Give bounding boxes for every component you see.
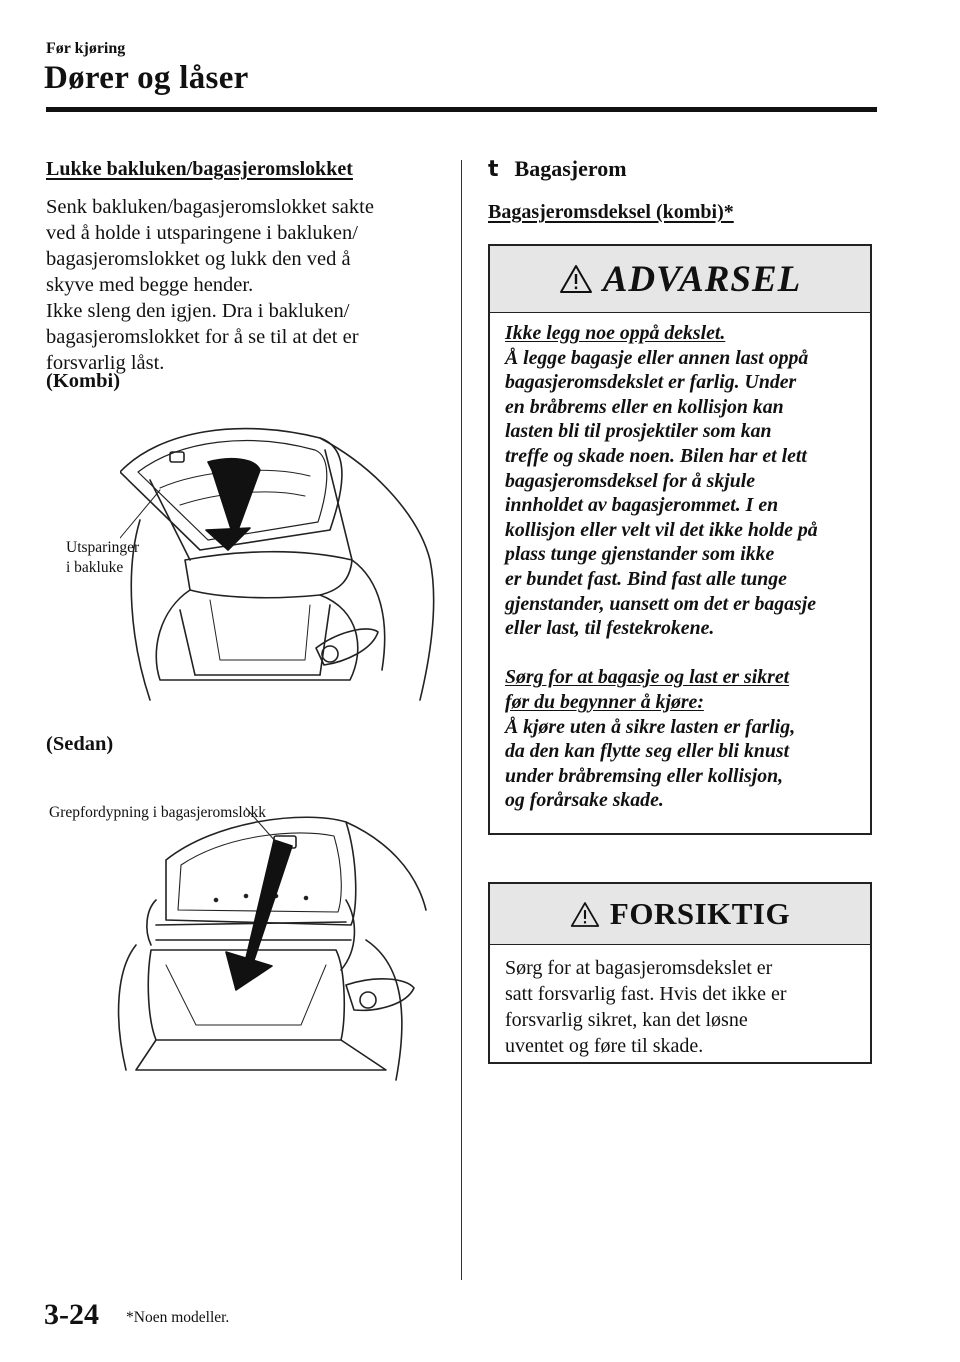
warning-line: eller last, til festekrokene. (505, 617, 715, 640)
body-line: ved å holde i utsparingene i bakluken/ (46, 222, 358, 244)
body-line: forsvarlig låst. (46, 352, 165, 374)
warning-line: plass tunge gjenstander som ikke (505, 543, 775, 566)
title-rule (46, 107, 877, 112)
callout-line: i bakluke (66, 559, 124, 576)
warning-line: da den kan flytte seg eller bli knust (505, 740, 790, 763)
warning-line: er bundet fast. Bind fast alle tunge (505, 567, 787, 590)
sedan-trunk-illustration (96, 800, 436, 1090)
cargo-cover-subheading: Bagasjeromsdeksel (kombi)* (488, 201, 734, 223)
warning-line: innholdet av bagasjerommet. I en (505, 494, 779, 517)
column-divider (461, 160, 462, 1280)
caution-triangle-icon (570, 901, 600, 928)
warning-line: Å kjøre uten å sikre lasten er farlig, (505, 715, 796, 738)
warning-title: ADVARSEL (602, 258, 802, 300)
warning-line: bagasjeromsdeksel for å skjule (505, 469, 756, 492)
caution-title: FORSIKTIG (609, 896, 791, 931)
warning-line: lasten bli til prosjektiler som kan (505, 420, 772, 443)
body-line: bagasjeromslokket for å se til at det er (46, 326, 359, 348)
caution-text (490, 945, 870, 1059)
warning-line: Å legge bagasje eller annen last oppå (505, 346, 809, 369)
caution-line: uventet og føre til skade. (505, 1035, 704, 1057)
section-label: Før kjøring (46, 40, 126, 57)
warning-line: Sørg for at bagasje og last er sikret (505, 666, 790, 689)
body-line: bagasjeromslokket og lukk den ved å (46, 248, 351, 270)
trunk-section-heading (488, 156, 627, 182)
section-bullet-icon: t (488, 157, 499, 182)
section-heading-text: Bagasjerom (514, 156, 627, 181)
sedan-label: (Sedan) (46, 733, 114, 755)
footnote: *Noen modeller. (126, 1309, 230, 1326)
warning-text (490, 313, 870, 813)
callout-line: Utsparinger (66, 539, 140, 556)
warning-header (490, 246, 870, 313)
warning-line: en bråbrems eller en kollisjon kan (505, 395, 784, 418)
warning-line: før du begynner å kjøre: (505, 690, 704, 713)
kombi-label: (Kombi) (46, 370, 121, 392)
warning-line: bagasjeromsdekslet er farlig. Under (505, 371, 797, 394)
caution-line: forsvarlig sikret, kan det løsne (505, 1009, 748, 1031)
tailgate-recess-callout (66, 538, 139, 578)
body-line: Ikke sleng den igjen. Dra i bakluken/ (46, 300, 350, 322)
warning-line: og forårsake skade. (505, 789, 664, 812)
page-number: 3-24 (44, 1298, 99, 1331)
page-title: Dører og låser (44, 60, 249, 96)
warning-line: gjenstander, uansett om det er bagasje (505, 592, 817, 615)
warning-triangle-icon (559, 264, 593, 294)
caution-line: Sørg for at bagasjeromsdekslet er (505, 957, 773, 979)
warning-line: treffe og skade noen. Bilen har et lett (505, 444, 807, 467)
warning-line: kollisjon eller velt vil det ikke holde på (505, 518, 818, 541)
closing-heading: Lukke bakluken/bagasjeromslokket (46, 158, 353, 180)
warning-line: under bråbremsing eller kollisjon, (505, 764, 784, 787)
warning-box (488, 244, 872, 835)
warning-line: Ikke legg noe oppå dekslet. (505, 322, 726, 344)
hatchback-tailgate-illustration (120, 410, 440, 710)
caution-line: satt forsvarlig fast. Hvis det ikke er (505, 983, 787, 1005)
caution-header (490, 884, 870, 945)
body-line: Senk bakluken/bagasjeromslokket sakte (46, 196, 374, 218)
trunk-grip-callout: Grepfordypning i bagasjeromslokk (49, 804, 266, 821)
paragraph-gap (505, 641, 860, 666)
body-line: skyve med begge hender. (46, 274, 254, 296)
caution-box (488, 882, 872, 1064)
closing-instructions (46, 194, 446, 376)
